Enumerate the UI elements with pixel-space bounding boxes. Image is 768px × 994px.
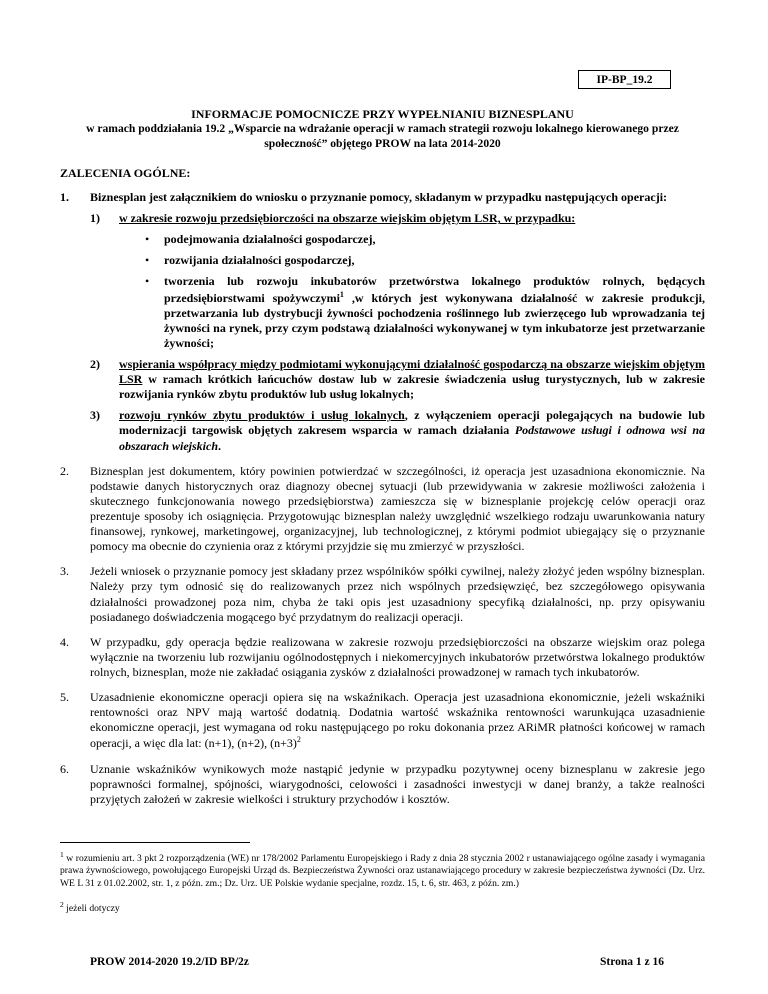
item-text: Biznesplan jest dokumentem, który powinien potwierdzać w szczególności, iż operacja jest uzasadniona ekonomicznie. Na podstawie danych historycznych oraz diagnozy obecnej sytuacji (lub przewidywania w zakresie możliwości założenia i skutecznego funkcjonowania nowego przedsiębiorstwa) zamieszcza się w biznesplanie projekcję celów operacji oraz prezentuje sposoby ich osiągnięcia. Przygotowując biznesplan należy uwzględnić wszelkiego rodzaju uwarunkowania natury finansowej, rynkowej, marketingowej, organizacyjnej, lub technologicznej, z którymi podmiot ubiegający się o przyznanie pomocy ma obecnie do czynienia oraz z którymi przyjdzie się mu zmierzyć w przyszłości. [90, 463, 705, 554]
footnote-divider [60, 842, 250, 843]
list-item-6 [60, 762, 705, 807]
footnote-ref-2: 2 [296, 735, 301, 745]
item-text: Uznanie wskaźników wynikowych może nastąpić jedynie w przypadku pozytywnej oceny biznesplanu w zakresie jego poprawności formalnej, spójności, wiarygodności, celowości i zasadności inwestycji w danej branży, a także realności przyjętych założeń w zakresie wielkości i struktury przychodów i kosztów. [90, 761, 705, 806]
list-item-3 [60, 564, 705, 624]
item-number: 5. [60, 690, 69, 705]
footnote-1: $^1$ w rozumieniu art. 3 pkt 2 rozporządzenia (WE) nr 178/2002 Parlamentu Europejskiego i Rady z dnia 28 stycznia 2002 r ustanawiającego ogólne zasady i wymagania prawa żywnościowego, powołującego Europejski Urząd ds. Bezpieczeństwa Żywności oraz ustanawiającego procedury w zakresie bezpieczeństwa żywności (Dz. Urz. WE L 31 z 01.02.2002, str. 1, z późn. zm.; Dz. Urz. UE Polskie wydanie specjalne, rozdz. 15, t. 6, str. 463, z późn. zm.) [60, 850, 705, 889]
bullet-item: • tworzenia lub rozwoju inkubatorów przetwórstwa lokalnego produktów rolnych, będących przedsiębiorstwami spożywczymi$^1$ ,w których jest wykonywana działalność w zakresie produkcji, przetwarzania lub dystrybucji żywności pochodzenia roślinnego lub zwierzęcego lub wprowadzania tej żywności na rynek, przy czym podstawą działalności wykonywanej w tym inkubatorze jest przetwarzanie żywności; [119, 274, 705, 351]
sub-item-2 [90, 357, 705, 402]
item-number: 1. [60, 190, 69, 204]
list-item-4 [60, 635, 705, 680]
footnote-ref-1: 1 [339, 289, 344, 299]
sub-item-3: 3) rozwoju rynków zbytu produktów i usług lokalnych, z wyłączeniem operacji polegających na budowie lub modernizacji targowisk objętych zakresem wsparcia w ramach działania Podstawowe usługi i odnowa wsi na obszarach wiejskich. [90, 408, 706, 453]
item-number: 2. [60, 463, 69, 478]
item-number: 3. [60, 564, 69, 579]
item-text: W przypadku, gdy operacja będzie realizowana w zakresie rozwoju przedsiębiorczości na obszarze wiejskim oraz polega wyłącznie na tworzeniu lub rozwijaniu ogólnodostępnych i niekomercyjnych inkubatorów przetwórstwa lokalnego produktów rolnych, biznesplan, może nie zakładać osiągania zysków z działalności prowadzonej w ramach tych inkubatorów. [90, 634, 705, 679]
sub-item-number: 1) [90, 211, 100, 226]
document-code: IP-BP_19.2 [578, 70, 671, 89]
measure-name: Podstawowe usługi i odnowa wsi na obszarach wiejskich [119, 423, 706, 453]
item-number: 4. [60, 634, 69, 649]
sub-item-number: 3) [90, 408, 100, 423]
item-text: Uzasadnienie ekonomiczne operacji opiera się na wskaźnikach. Operacja jest uzasadniona ekonomicznie, jeżeli wskaźniki rentowności oraz NPV mają wartość dodatnią. Dodatnia wartość wskaźnika rentowności warunkująca uzasadnienie ekonomiczne operacji, jest wymagana od roku następującego po roku dokonania przez ARiMR płatności końcowej w ramach operacji, a więc dla lat: (n+1), (n+2), (n+3) [90, 690, 705, 751]
bullet-item: • rozwijania działalności gospodarczej, [119, 253, 705, 268]
sub-item-underlined-text: rozwoju rynków zbytu produktów i usług lokalnych [119, 408, 405, 423]
list-item-2 [60, 464, 705, 555]
sub-item-text: w zakresie rozwoju przedsiębiorczości na obszarze wiejskim objętym LSR, w przypadku: [119, 211, 576, 226]
sub-item-underlined-text: wspierania współpracy między podmiotami wykonującymi działalność gospodarczą na obszarze wiejskim objętym LSR [119, 356, 705, 387]
section-heading: ZALECENIA OGÓLNE: [60, 166, 191, 180]
footnotes [60, 850, 705, 915]
title-line-1: INFORMACJE POMOCNICZE PRZY WYPEŁNIANIU BIZNESPLANU [191, 107, 574, 121]
sub-item-1 [90, 211, 705, 351]
sub-item-number: 2) [90, 356, 100, 371]
sub-item-text: w ramach krótkich łańcuchów dostaw lub w zakresie świadczenia usług turystycznych, lub w zakresie rozwijania rynków zbytu produktów lub usług lokalnych; [119, 372, 705, 402]
bullet-item: • podejmowania działalności gospodarczej, [119, 232, 705, 247]
sub-item-text: , z wyłączeniem operacji polegających na budowie lub modernizacji targowisk objętych zakresem wsparcia w ramach działania [119, 408, 705, 438]
title-line-2: w ramach poddziałania 19.2 „Wsparcie na wdrażanie operacji w ramach strategii rozwoju lokalnego kierowanego przez społeczność” objętego PROW na lata 2014-2020 [86, 122, 679, 150]
recommendations-list [60, 190, 705, 807]
list-item-5 [60, 690, 705, 751]
list-item-1 [60, 190, 705, 454]
footer-page-number: Strona 1 z 16 [600, 956, 664, 968]
bullet-list [119, 232, 705, 351]
footer-document-id: PROW 2014-2020 19.2/ID BP/2z [90, 956, 249, 968]
item-text: Jeżeli wniosek o przyznanie pomocy jest składany przez wspólników spółki cywilnej, należy złożyć jeden wspólny biznesplan. Należy przy tym odnosić się do realizowanych przez nich wspólnych przedsięwzięć, bez szczegółowego opisywania działalności prowadzonej poza nim, chyba że taki opis jest uzasadniony specyfiką działalności, np. przy opisywaniu posiadanego doświadczenia mogącego być przydatnym do realizacji operacji. [90, 564, 705, 624]
footnote-2: $^2$ jeżeli dotyczy [60, 899, 120, 915]
document-title [60, 107, 705, 151]
item-number: 6. [60, 761, 69, 776]
item-text: Biznesplan jest załącznikiem do wniosku o przyznanie pomocy, składanym w przypadku następujących operacji: [90, 190, 668, 204]
